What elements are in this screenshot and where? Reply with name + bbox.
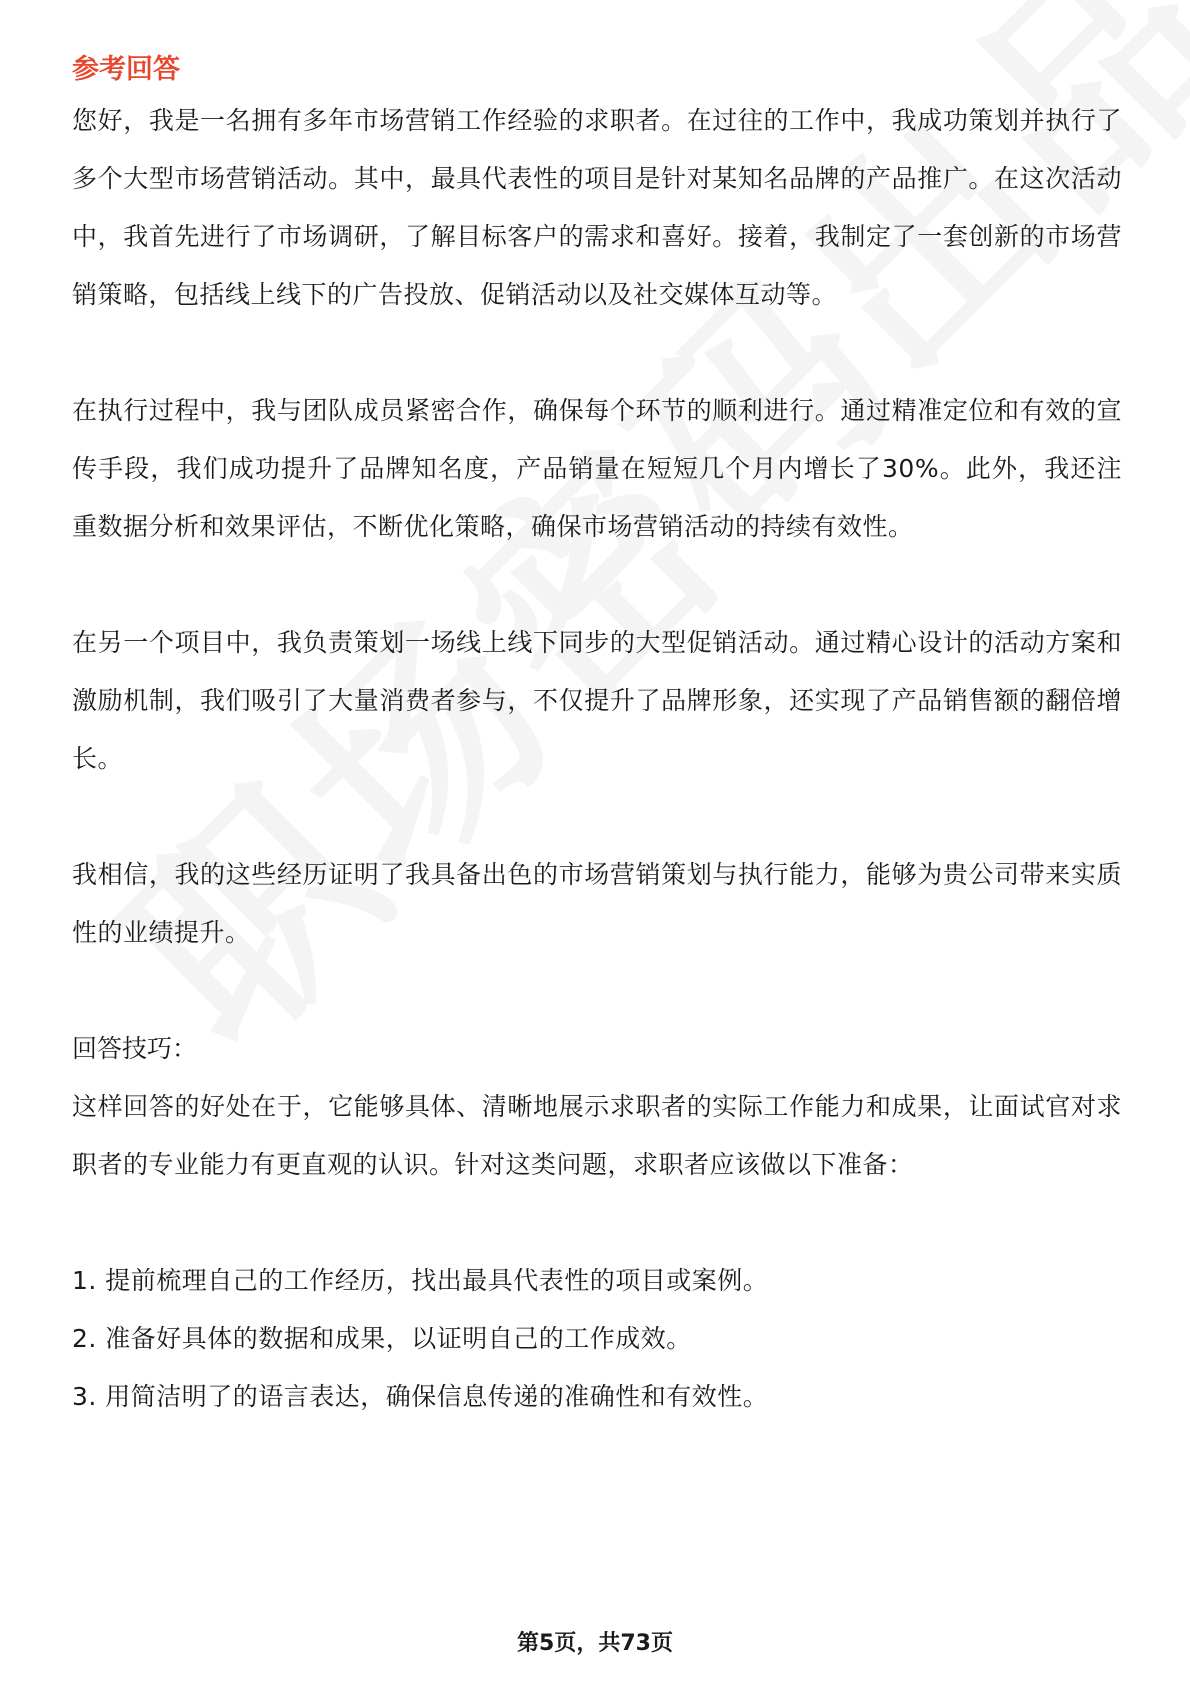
answer-paragraph-1: 您好，我是一名拥有多年市场营销工作经验的求职者。在过往的工作中，我成功策划并执行了多个大型市场营销活动。其中，最具代表性的项目是针对某知名品牌的产品推广。在这次活动中，我首先进行了市场调研，了解目标客户的需求和喜好。接着，我制定了一套创新的市场营销策略，包括线上线下的广告投放、促销活动以及社交媒体互动等。 [72, 106, 1122, 309]
tips-list-item: 1. 提前梳理自己的工作经历，找出最具代表性的项目或案例。 [72, 1266, 769, 1295]
answer-paragraph-2: 在执行过程中，我与团队成员紧密合作，确保每个环节的顺利进行。通过精准定位和有效的宣传手段，我们成功提升了品牌知名度，产品销量在短短几个月内增长了30%。此外，我还注重数据分析和效果评估，不断优化策略，确保市场营销活动的持续有效性。 [72, 396, 1122, 541]
answer-paragraph-3: 在另一个项目中，我负责策划一场线上线下同步的大型促销活动。通过精心设计的活动方案和激励机制，我们吸引了大量消费者参与，不仅提升了品牌形象，还实现了产品销售额的翻倍增长。 [72, 628, 1122, 773]
page-content [72, 48, 1122, 1426]
tips-label: 回答技巧： [72, 1034, 198, 1063]
section-heading: 参考回答 [72, 54, 180, 85]
tips-list-item: 2. 准备好具体的数据和成果，以证明自己的工作成效。 [72, 1324, 692, 1353]
tips-list [72, 1252, 1122, 1426]
tips-list-item: 3. 用简洁明了的语言表达，确保信息传递的准确性和有效性。 [72, 1382, 769, 1411]
page-number: 第5页，共73页 [517, 1631, 673, 1656]
answer-paragraph-4: 我相信，我的这些经历证明了我具备出色的市场营销策划与执行能力，能够为贵公司带来实质性的业绩提升。 [72, 860, 1122, 947]
tips-intro: 这样回答的好处在于，它能够具体、清晰地展示求职者的实际工作能力和成果，让面试官对求职者的专业能力有更直观的认识。针对这类问题，求职者应该做以下准备： [72, 1092, 1122, 1179]
